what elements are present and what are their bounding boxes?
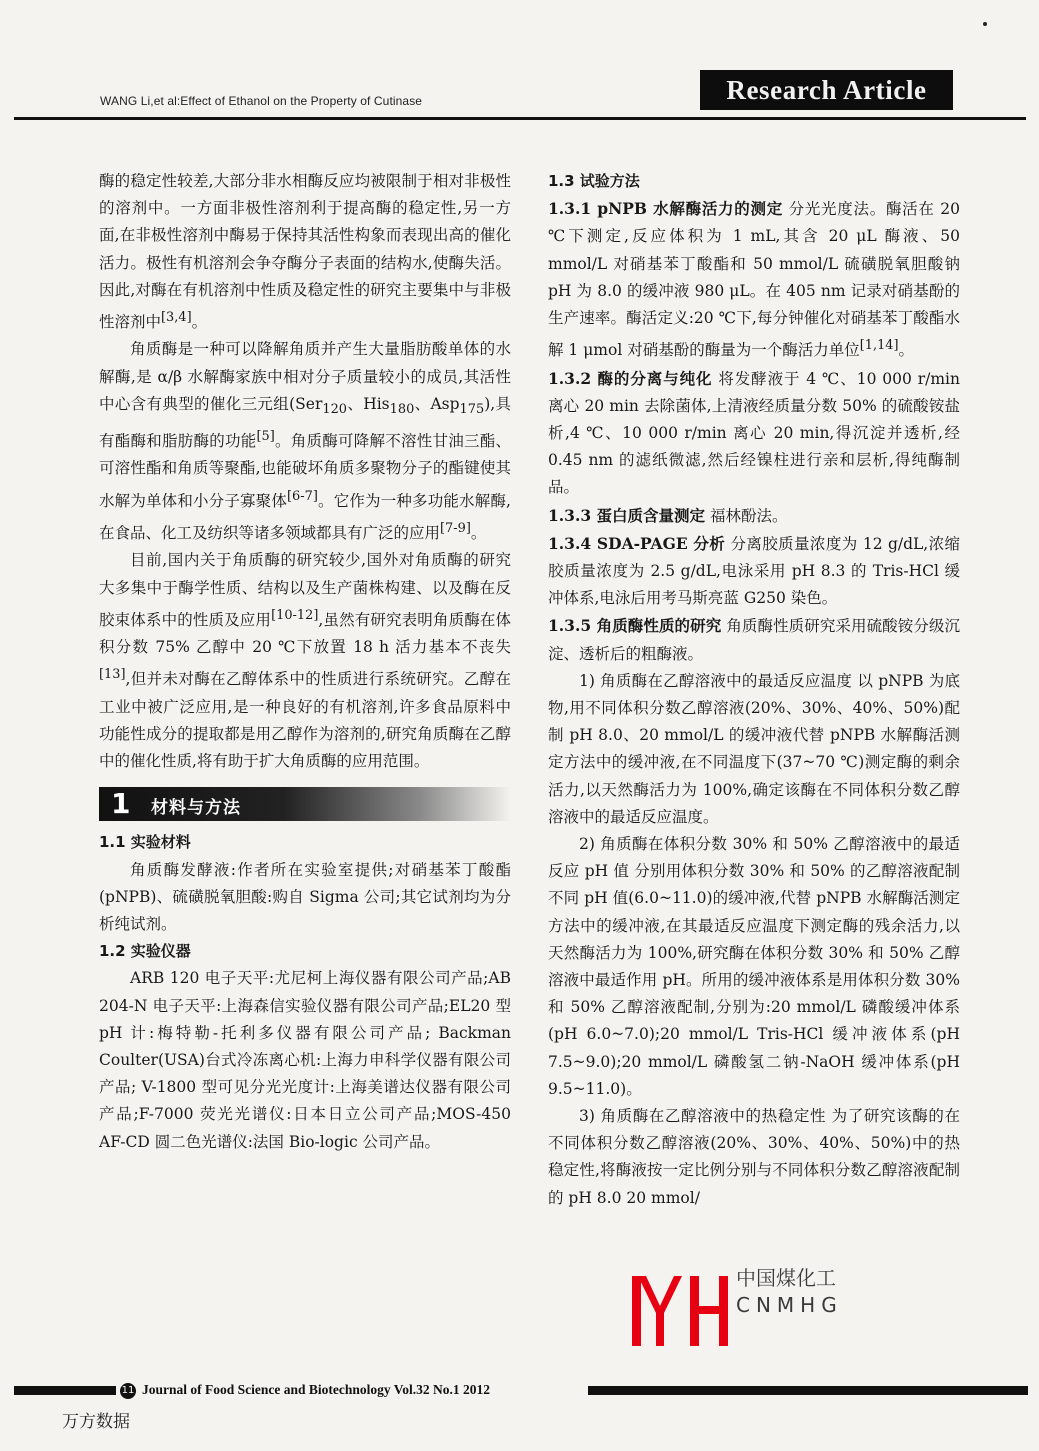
- method-1-3-2: 1.3.2 酶的分离与纯化 将发酵液于 4 ℃、10 000 r/min 离心 20 min 去除菌体,上清液经质量分数 50% 的硫酸铵盐析,4 ℃、10 000 r/min 离心 20 min,得沉淀并透析,经 0.45 nm 的滤纸微滤,然后经镍柱进行亲和层析,得纯酶制品。: [548, 368, 961, 497]
- page-number-icon: 11: [120, 1383, 136, 1399]
- corner-mark: [983, 22, 987, 26]
- method-1-3-4: 1.3.4 SDA-PAGE 分析 分离胶质量浓度为 12 g/dL,浓缩胶质量浓度为 2.5 g/dL,电泳采用 pH 8.3 的 Tris-HCl 缓冲体系,电泳后用考马斯亮蓝 G250 染色。: [548, 533, 960, 608]
- footer-rule-right: [588, 1386, 1028, 1395]
- watermark-logo-icon: [632, 1268, 728, 1348]
- running-head: WANG Li,et al:Effect of Ethanol on the Property of Cutinase: [100, 94, 423, 108]
- instruments-paragraph: ARB 120 电子天平:尤尼柯上海仪器有限公司产品;AB 204-N 电子天平:上海森信实验仪器有限公司产品;EL20 型 pH 计:梅特勒-托利多仪器有限公司产品; Backman Coulter(USA)台式冷冻离心机:上海力申科学仪器有限公司产品; V-1800 型可见分光光度计:上海美谱达仪器有限公司产品;F-7000 荧光光谱仪:日本日立公司产品;MOS-450 AF-CD 圆二色光谱仪:法国 Bio-logic 公司产品。: [99, 969, 511, 1151]
- intro-paragraph-2: 角质酶是一种可以降解角质并产生大量脂肪酸单体的水解酶,是 α/β 水解酶家族中相对分子质量较小的成员,其活性中心含有典型的催化三元组(Ser$_{120}$、His$_{180}$、Asp$_{175}$),具有酯酶和脂肪酶的功能[5]。角质酶可降解不溶性甘油三酯、可溶性酯和角质等聚酯,也能破坏角质多聚物分子的酯键使其水解为单体和小分子寡聚体[6-7]。它作为一种多功能水解酶,在食品、化工及纺织等诸多领域都具有广泛的应用[7-9]。: [99, 340, 512, 543]
- source-label: 万方数据: [62, 1412, 130, 1432]
- watermark-text-cn: 中国煤化工: [736, 1262, 836, 1291]
- method-item-1: 1) 角质酶在乙醇溶液中的最适反应温度 以 pNPB 为底物,用不同体积分数乙醇溶液(20%、30%、40%、50%)配制 pH 8.0、20 mmol/L 的缓冲液代替 pNPB 水解酶活测定方法中的缓冲液,在不同温度下(37~70 ℃)测定酶的剩余活力,以天然酶活力为 100%,确定该酶在不同体积分数乙醇溶液中的最适反应温度。: [548, 671, 960, 826]
- intro-paragraph-1: 酶的稳定性较差,大部分非水相酶反应均被限制于相对非极性的溶剂中。一方面非极性溶剂利于提高酶的稳定性,另一方面,在非极性溶剂中酶易于保持其活性构象而表现出高的催化活力。极性有机溶剂会争夺酶分子表面的结构水,使酶失活。因此,对酶在有机溶剂中性质及稳定性的研究主要集中与非极性溶剂中[3,4]。: [99, 172, 511, 332]
- watermark-text-en: CNMHG: [736, 1293, 843, 1317]
- method-item-2: 2) 角质酶在体积分数 30% 和 50% 乙醇溶液中的最适反应 pH 值 分别用体积分数 30% 和 50% 的乙醇溶液配制不同 pH 值(6.0~11.0)的缓冲液,代替 pNPB 水解酶活测定方法中的缓冲液,在其最适反应温度下测定酶的残余活力,以天然酶活力为 100%,研究酶在体积分数 30% 和 50% 乙醇溶液中最适作用 pH。所用的缓冲液体系是用体积分数 30% 和 50% 乙醇溶液配制,分别为:20 mmol/L 磷酸缓冲体系(pH 6.0~7.0);20 mmol/L Tris-HCl 缓冲液体系(pH 7.5~9.0);20 mmol/L 磷酸氢二钠-NaOH 缓冲体系(pH 9.5~11.0)。: [548, 835, 960, 1098]
- footer-rule-left: [14, 1386, 116, 1395]
- heading-1-2: 1.2 实验仪器: [99, 942, 191, 961]
- heading-1-1: 1.1 实验材料: [99, 833, 191, 852]
- method-1-3-1: 1.3.1 pNPB 水解酶活力的测定 分光光度法。酶活在 20 ℃下测定,反应体积为 1 mL,其含 20 μL 酶液、50 mmol/L 对硝基苯丁酸酯和 50 mmol/L 硫磺脱氧胆酸钠 pH 为 8.0 的缓冲液 980 μL。在 405 nm 记录对硝基酚的生产速率。酶活定义:20 ℃下,每分钟催化对硝基苯丁酸酯水解 1 μmol 对硝基酚的酶量为一个酶活力单位[1,14]。: [548, 199, 961, 360]
- section-heading-banner: [99, 787, 511, 821]
- header-rule: [14, 117, 1026, 120]
- research-article-badge: Research Article: [700, 70, 953, 110]
- intro-paragraph-3: 目前,国内关于角质酶的研究较少,国外对角质酶的研究大多集中于酶学性质、结构以及生产菌株构建、以及酶在反胶束体系中的性质及应用[10-12],虽然有研究表明角质酶在体积分数 75% 乙醇中 20 ℃下放置 18 h 活力基本不丧失[13],但并未对酶在乙醇体系中的性质进行系统研究。乙醇在工业中被广泛应用,是一种良好的有机溶剂,许多食品原料中功能性成分的提取都是用乙醇作为溶剂的,研究角质酶在乙醇中的催化性质,将有助于扩大角质酶的应用范围。: [99, 551, 511, 771]
- method-1-3-3: 1.3.3 蛋白质含量测定 福林酚法。: [548, 505, 788, 525]
- method-1-3-5: 1.3.5 角质酶性质的研究 角质酶性质研究采用硫酸铵分级沉淀、透析后的粗酶液。: [548, 616, 961, 663]
- heading-1-3: 1.3 试验方法: [548, 172, 640, 190]
- right-column: [548, 168, 960, 1212]
- materials-paragraph: 角质酶发酵液:作者所在实验室提供;对硝基苯丁酸酯(pNPB)、硫磺脱氧胆酸:购自 Sigma 公司;其它试剂均为分析纯试剂。: [99, 860, 511, 933]
- left-column: [99, 168, 511, 1156]
- journal-footer: Journal of Food Science and Biotechnology Vol.32 No.1 2012: [142, 1382, 491, 1397]
- section-number: 1: [111, 787, 131, 821]
- section-title: 材料与方法: [151, 798, 241, 819]
- method-item-3: 3) 角质酶在乙醇溶液中的热稳定性 为了研究该酶的在不同体积分数乙醇溶液(20%、30%、40%、50%)中的热稳定性,将酶液按一定比例分别与不同体积分数乙醇溶液配制的 pH 8.0 20 mmol/: [548, 1107, 960, 1207]
